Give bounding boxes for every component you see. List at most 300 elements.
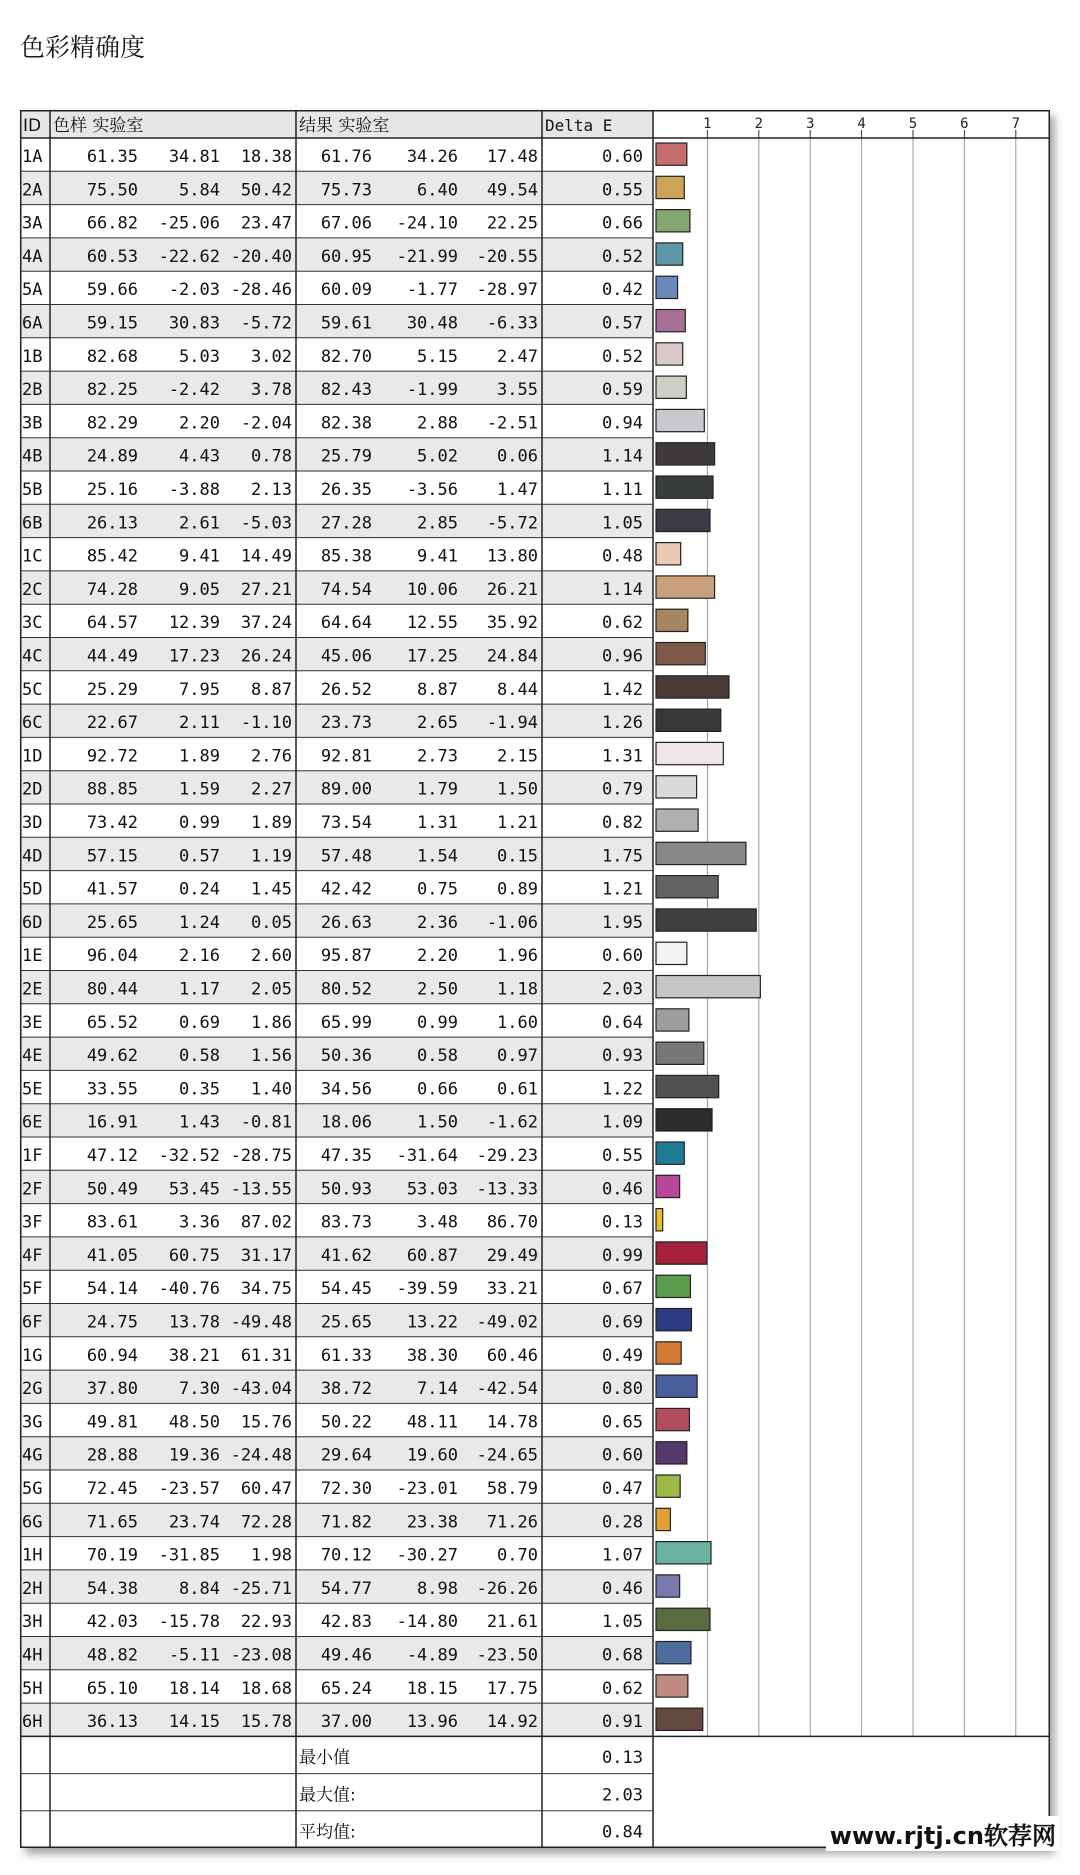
- result-lab-value: 2.50: [417, 979, 458, 1000]
- result-lab-value: 24.84: [486, 646, 538, 667]
- sample-lab-value: 25.29: [86, 679, 138, 700]
- delta-e-value: 0.68: [602, 1645, 643, 1666]
- delta-e-value: 0.67: [602, 1279, 643, 1300]
- sample-lab-value: 1.24: [179, 912, 220, 933]
- row-id: 4B: [22, 446, 43, 467]
- result-lab-value: 10.06: [406, 579, 458, 600]
- row-id: 3E: [22, 1012, 43, 1033]
- delta-e-bar: [656, 1608, 710, 1630]
- result-lab-value: 0.66: [417, 1079, 458, 1100]
- delta-e-value: 0.13: [602, 1212, 643, 1233]
- delta-e-value: 0.55: [602, 1145, 643, 1166]
- result-lab-value: 19.60: [406, 1445, 458, 1466]
- result-lab-value: 50.22: [320, 1412, 372, 1433]
- delta-e-bar: [656, 809, 698, 831]
- sample-lab-value: 60.75: [168, 1245, 220, 1266]
- result-lab-value: 14.78: [486, 1412, 538, 1433]
- sample-lab-value: -5.72: [240, 313, 292, 334]
- result-lab-value: 42.42: [320, 879, 372, 900]
- sample-lab-value: 28.88: [86, 1445, 138, 1466]
- result-lab-value: 61.76: [320, 146, 372, 167]
- delta-e-bar: [656, 909, 756, 931]
- result-lab-value: 0.89: [497, 879, 538, 900]
- result-lab-value: 2.36: [417, 912, 458, 933]
- result-lab-value: 75.73: [320, 180, 372, 201]
- delta-e-value: 0.46: [602, 1179, 643, 1200]
- row-id: 3F: [22, 1212, 43, 1233]
- page-title: 色彩精确度: [20, 33, 146, 62]
- sample-lab-value: 74.28: [86, 579, 138, 600]
- delta-e-bar: [656, 1342, 681, 1364]
- result-lab-value: -2.51: [486, 413, 538, 434]
- delta-e-bar: [656, 1675, 688, 1697]
- row-id: 6C: [22, 713, 43, 734]
- sample-lab-value: 82.68: [86, 346, 138, 367]
- axis-tick-label: 6: [960, 116, 969, 132]
- row-id: 4E: [22, 1046, 43, 1067]
- result-lab-value: 18.06: [320, 1112, 372, 1133]
- result-lab-value: 48.11: [406, 1412, 458, 1433]
- result-lab-value: -39.59: [396, 1279, 458, 1300]
- sample-lab-value: 13.78: [168, 1312, 220, 1333]
- delta-e-bar: [656, 376, 686, 398]
- result-lab-value: 14.92: [486, 1712, 538, 1733]
- row-id: 2E: [22, 979, 43, 1000]
- result-lab-value: 0.15: [497, 846, 538, 867]
- delta-e-value: 0.52: [602, 346, 643, 367]
- row-id: 2H: [22, 1578, 43, 1599]
- result-lab-value: 1.60: [497, 1012, 538, 1033]
- sample-lab-value: -3.88: [168, 479, 220, 500]
- sample-lab-value: 23.47: [240, 213, 292, 234]
- summary-value: 2.03: [602, 1785, 643, 1806]
- result-lab-value: 21.61: [486, 1612, 538, 1633]
- result-lab-value: -28.97: [476, 280, 538, 301]
- result-lab-value: 1.79: [417, 779, 458, 800]
- sample-lab-value: 9.41: [179, 546, 220, 567]
- delta-e-bar: [656, 409, 704, 431]
- result-lab-value: -5.72: [486, 513, 538, 534]
- result-lab-value: 0.06: [497, 446, 538, 467]
- result-lab-value: 1.21: [497, 812, 538, 833]
- sample-lab-value: 96.04: [86, 946, 138, 967]
- delta-e-bar: [656, 876, 718, 898]
- sample-lab-value: 1.17: [179, 979, 220, 1000]
- delta-e-value: 0.49: [602, 1345, 643, 1366]
- delta-e-bar: [656, 643, 705, 665]
- delta-e-value: 1.14: [602, 579, 643, 600]
- delta-e-bar: [656, 1475, 680, 1497]
- delta-e-bar: [656, 1309, 691, 1331]
- watermark: www.rjtj.cn软荐网: [826, 1816, 1060, 1851]
- row-id: 2B: [22, 380, 43, 401]
- result-lab-value: -1.77: [406, 280, 458, 301]
- sample-lab-value: -43.04: [230, 1379, 292, 1400]
- sample-lab-value: 60.47: [240, 1478, 292, 1499]
- result-lab-value: 65.24: [320, 1678, 372, 1699]
- result-lab-value: 8.44: [497, 679, 538, 700]
- row-id: 2F: [22, 1179, 43, 1200]
- sample-lab-value: 37.80: [86, 1379, 138, 1400]
- row-id: 1D: [22, 746, 43, 767]
- sample-lab-value: 82.25: [86, 380, 138, 401]
- delta-e-bar: [656, 210, 690, 232]
- result-lab-value: 74.54: [320, 579, 372, 600]
- sample-lab-value: 53.45: [168, 1179, 220, 1200]
- result-lab-value: -24.65: [476, 1445, 538, 1466]
- sample-lab-value: 64.57: [86, 613, 138, 634]
- result-lab-value: 1.96: [497, 946, 538, 967]
- sample-lab-value: 16.91: [86, 1112, 138, 1133]
- delta-e-bar: [656, 1275, 690, 1297]
- sample-lab-value: 1.56: [251, 1046, 292, 1067]
- sample-lab-value: 22.67: [86, 713, 138, 734]
- sample-lab-value: 2.76: [251, 746, 292, 767]
- result-lab-value: 59.61: [320, 313, 372, 334]
- delta-e-value: 1.05: [602, 1612, 643, 1633]
- result-lab-value: 45.06: [320, 646, 372, 667]
- sample-lab-value: 73.42: [86, 812, 138, 833]
- sample-lab-value: 54.38: [86, 1578, 138, 1599]
- result-lab-value: 49.46: [320, 1645, 372, 1666]
- result-lab-value: 85.38: [320, 546, 372, 567]
- delta-e-bar: [656, 1375, 697, 1397]
- sample-lab-value: 3.02: [251, 346, 292, 367]
- result-lab-value: 89.00: [320, 779, 372, 800]
- result-lab-value: 2.65: [417, 713, 458, 734]
- sample-lab-value: 41.57: [86, 879, 138, 900]
- row-id: 1A: [22, 146, 43, 167]
- sample-lab-value: 0.78: [251, 446, 292, 467]
- result-lab-value: 0.58: [417, 1046, 458, 1067]
- sample-lab-value: 0.57: [179, 846, 220, 867]
- result-lab-value: 1.18: [497, 979, 538, 1000]
- result-lab-value: -30.27: [396, 1545, 458, 1566]
- result-lab-value: 5.15: [417, 346, 458, 367]
- result-lab-value: 2.88: [417, 413, 458, 434]
- result-lab-value: 0.97: [497, 1046, 538, 1067]
- sample-lab-value: 65.52: [86, 1012, 138, 1033]
- delta-e-bar: [656, 143, 687, 165]
- delta-e-value: 0.42: [602, 280, 643, 301]
- header-id: ID: [23, 116, 42, 136]
- sample-lab-value: 71.65: [86, 1512, 138, 1533]
- result-lab-value: 6.40: [417, 180, 458, 201]
- delta-e-bar: [656, 176, 684, 198]
- sample-lab-value: 70.19: [86, 1545, 138, 1566]
- sample-lab-value: 60.94: [86, 1345, 138, 1366]
- result-lab-value: 23.73: [320, 713, 372, 734]
- result-lab-value: 17.25: [406, 646, 458, 667]
- delta-e-bar: [656, 742, 723, 764]
- delta-e-bar: [656, 1009, 689, 1031]
- row-id: 3A: [22, 213, 43, 234]
- result-lab-value: 37.00: [320, 1712, 372, 1733]
- summary-label: 最小值: [299, 1748, 350, 1769]
- result-lab-value: 58.79: [486, 1478, 538, 1499]
- delta-e-value: 1.26: [602, 713, 643, 734]
- result-lab-value: 57.48: [320, 846, 372, 867]
- sample-lab-value: 54.14: [86, 1279, 138, 1300]
- sample-lab-value: 7.95: [179, 679, 220, 700]
- result-lab-value: 60.09: [320, 280, 372, 301]
- delta-e-bar: [656, 709, 721, 731]
- sample-lab-value: 7.30: [179, 1379, 220, 1400]
- delta-e-value: 1.05: [602, 513, 643, 534]
- result-lab-value: 53.03: [406, 1179, 458, 1200]
- sample-lab-value: 41.05: [86, 1245, 138, 1266]
- result-lab-value: 2.15: [497, 746, 538, 767]
- result-lab-value: 17.75: [486, 1678, 538, 1699]
- result-lab-value: 54.77: [320, 1578, 372, 1599]
- delta-e-value: 0.94: [602, 413, 643, 434]
- result-lab-value: 65.99: [320, 1012, 372, 1033]
- row-id: 5F: [22, 1279, 43, 1300]
- delta-e-value: 0.65: [602, 1412, 643, 1433]
- sample-lab-value: 1.40: [251, 1079, 292, 1100]
- delta-e-bar: [656, 443, 715, 465]
- result-lab-value: 2.47: [497, 346, 538, 367]
- sample-lab-value: 49.62: [86, 1046, 138, 1067]
- sample-lab-value: -1.10: [240, 713, 292, 734]
- sample-lab-value: -23.08: [230, 1645, 292, 1666]
- delta-e-bar: [656, 243, 683, 265]
- result-lab-value: 82.38: [320, 413, 372, 434]
- sample-lab-value: 33.55: [86, 1079, 138, 1100]
- row-id: 4C: [22, 646, 43, 667]
- sample-lab-value: 1.89: [251, 812, 292, 833]
- result-lab-value: 50.36: [320, 1046, 372, 1067]
- sample-lab-value: 60.53: [86, 246, 138, 267]
- sample-lab-value: 0.99: [179, 812, 220, 833]
- sample-lab-value: 66.82: [86, 213, 138, 234]
- result-lab-value: 0.61: [497, 1079, 538, 1100]
- result-lab-value: 29.64: [320, 1445, 372, 1466]
- sample-lab-value: 0.35: [179, 1079, 220, 1100]
- row-id: 6B: [22, 513, 43, 534]
- result-lab-value: -1.94: [486, 713, 538, 734]
- delta-e-bar: [656, 1175, 680, 1197]
- row-id: 4D: [22, 846, 43, 867]
- row-id: 5H: [22, 1678, 43, 1699]
- sample-lab-value: 0.58: [179, 1046, 220, 1067]
- row-id: 5B: [22, 479, 43, 500]
- sample-lab-value: 2.61: [179, 513, 220, 534]
- sample-lab-value: 1.45: [251, 879, 292, 900]
- result-lab-value: -23.50: [476, 1645, 538, 1666]
- axis-tick-label: 7: [1011, 116, 1021, 132]
- sample-lab-value: 14.15: [168, 1712, 220, 1733]
- delta-e-value: 0.60: [602, 946, 643, 967]
- sample-lab-value: 1.86: [251, 1012, 292, 1033]
- row-id: 6H: [22, 1712, 43, 1733]
- sample-lab-value: 25.16: [86, 479, 138, 500]
- sample-lab-value: -40.76: [158, 1279, 220, 1300]
- sample-lab-value: 27.21: [240, 579, 292, 600]
- result-lab-value: -42.54: [476, 1379, 538, 1400]
- result-lab-value: 2.73: [417, 746, 458, 767]
- sample-lab-value: -2.42: [168, 380, 220, 401]
- row-id: 1G: [22, 1345, 43, 1366]
- result-lab-value: 23.38: [406, 1512, 458, 1533]
- result-lab-value: -1.99: [406, 380, 458, 401]
- result-lab-value: 30.48: [406, 313, 458, 334]
- result-lab-value: 70.12: [320, 1545, 372, 1566]
- delta-e-value: 1.75: [602, 846, 643, 867]
- result-lab-value: 8.87: [417, 679, 458, 700]
- row-id: 3D: [22, 812, 43, 833]
- sample-lab-value: -25.06: [158, 213, 220, 234]
- result-lab-value: 92.81: [320, 746, 372, 767]
- result-lab-value: 49.54: [486, 180, 538, 201]
- sample-lab-value: 50.42: [240, 180, 292, 201]
- result-lab-value: 0.70: [497, 1545, 538, 1566]
- delta-e-value: 0.80: [602, 1379, 643, 1400]
- sample-lab-value: 14.49: [240, 546, 292, 567]
- delta-e-bar: [656, 842, 746, 864]
- result-lab-value: 67.06: [320, 213, 372, 234]
- row-id: 1F: [22, 1145, 43, 1166]
- color-accuracy-table: [20, 110, 1050, 1848]
- sample-lab-value: -49.48: [230, 1312, 292, 1333]
- delta-e-bar: [656, 1508, 670, 1530]
- axis-tick-label: 1: [703, 116, 712, 132]
- sample-lab-value: -23.57: [158, 1478, 220, 1499]
- sample-lab-value: -22.62: [158, 246, 220, 267]
- axis-tick-label: 4: [857, 116, 866, 132]
- result-lab-value: 26.63: [320, 912, 372, 933]
- sample-lab-value: 25.65: [86, 912, 138, 933]
- sample-lab-value: 2.20: [179, 413, 220, 434]
- delta-e-bar: [656, 1075, 719, 1097]
- axis-tick-label: 5: [908, 116, 918, 132]
- result-lab-value: -13.33: [476, 1179, 538, 1200]
- row-id: 2A: [22, 180, 43, 201]
- summary-label: 平均值:: [299, 1822, 356, 1843]
- sample-lab-value: 72.45: [86, 1478, 138, 1499]
- summary-value: 0.13: [602, 1748, 643, 1769]
- delta-e-value: 0.79: [602, 779, 643, 800]
- delta-e-bar: [656, 1408, 689, 1430]
- delta-e-value: 0.57: [602, 313, 643, 334]
- sample-lab-value: 23.74: [168, 1512, 220, 1533]
- sample-lab-value: 0.05: [251, 912, 292, 933]
- result-lab-value: 60.87: [406, 1245, 458, 1266]
- result-lab-value: -3.56: [406, 479, 458, 500]
- result-lab-value: -14.80: [396, 1612, 458, 1633]
- row-id: 6D: [22, 912, 43, 933]
- delta-e-bar: [656, 509, 710, 531]
- sample-lab-value: -2.04: [240, 413, 292, 434]
- sample-lab-value: -28.75: [230, 1145, 292, 1166]
- sample-lab-value: 26.24: [240, 646, 292, 667]
- delta-e-value: 0.91: [602, 1712, 643, 1733]
- delta-e-value: 0.66: [602, 213, 643, 234]
- result-lab-value: 71.82: [320, 1512, 372, 1533]
- sample-lab-value: 92.72: [86, 746, 138, 767]
- row-id: 5C: [22, 679, 43, 700]
- result-lab-value: 0.99: [417, 1012, 458, 1033]
- sample-lab-value: 15.76: [240, 1412, 292, 1433]
- result-lab-value: 2.20: [417, 946, 458, 967]
- result-lab-value: 80.52: [320, 979, 372, 1000]
- result-lab-value: 3.48: [417, 1212, 458, 1233]
- result-lab-value: 34.26: [406, 146, 458, 167]
- sample-lab-value: 49.81: [86, 1412, 138, 1433]
- result-lab-value: -21.99: [396, 246, 458, 267]
- delta-e-bar: [656, 976, 760, 998]
- result-lab-value: 25.79: [320, 446, 372, 467]
- result-lab-value: 25.65: [320, 1312, 372, 1333]
- delta-e-value: 0.48: [602, 546, 643, 567]
- delta-e-bar: [656, 576, 715, 598]
- result-lab-value: -23.01: [396, 1478, 458, 1499]
- sample-lab-value: 87.02: [240, 1212, 292, 1233]
- row-id: 6E: [22, 1112, 43, 1133]
- sample-lab-value: 8.84: [179, 1578, 220, 1599]
- row-id: 3C: [22, 613, 43, 634]
- result-lab-value: 61.33: [320, 1345, 372, 1366]
- result-lab-value: 9.41: [417, 546, 458, 567]
- result-lab-value: 8.98: [417, 1578, 458, 1599]
- result-lab-value: -31.64: [396, 1145, 458, 1166]
- row-id: 1H: [22, 1545, 43, 1566]
- delta-e-bar: [656, 776, 697, 798]
- row-id: 2D: [22, 779, 43, 800]
- sample-lab-value: 9.05: [179, 579, 220, 600]
- delta-e-value: 0.59: [602, 380, 643, 401]
- row-id: 2C: [22, 579, 43, 600]
- result-lab-value: 38.30: [406, 1345, 458, 1366]
- row-id: 6G: [22, 1512, 43, 1533]
- result-lab-value: 29.49: [486, 1245, 538, 1266]
- sample-lab-value: -32.52: [158, 1145, 220, 1166]
- delta-e-value: 1.09: [602, 1112, 643, 1133]
- sample-lab-value: -31.85: [158, 1545, 220, 1566]
- sample-lab-value: -20.40: [230, 246, 292, 267]
- result-lab-value: 83.73: [320, 1212, 372, 1233]
- sample-lab-value: 4.43: [179, 446, 220, 467]
- sample-lab-value: -28.46: [230, 280, 292, 301]
- sample-lab-value: 61.35: [86, 146, 138, 167]
- result-lab-value: 26.21: [486, 579, 538, 600]
- sample-lab-value: 36.13: [86, 1712, 138, 1733]
- delta-e-value: 0.96: [602, 646, 643, 667]
- summary-label: 最大值:: [299, 1785, 356, 1806]
- result-lab-value: 41.62: [320, 1245, 372, 1266]
- delta-e-value: 1.11: [602, 479, 643, 500]
- result-lab-value: 22.25: [486, 213, 538, 234]
- result-lab-value: 34.56: [320, 1079, 372, 1100]
- delta-e-value: 0.69: [602, 1312, 643, 1333]
- sample-lab-value: 18.38: [240, 146, 292, 167]
- result-lab-value: 2.85: [417, 513, 458, 534]
- delta-e-bar: [656, 1442, 687, 1464]
- result-lab-value: 7.14: [417, 1379, 458, 1400]
- sample-lab-value: 38.21: [168, 1345, 220, 1366]
- delta-e-value: 0.60: [602, 1445, 643, 1466]
- sample-lab-value: 2.27: [251, 779, 292, 800]
- result-lab-value: 3.55: [497, 380, 538, 401]
- result-lab-value: -6.33: [486, 313, 538, 334]
- sample-lab-value: -13.55: [230, 1179, 292, 1200]
- sample-lab-value: 0.24: [179, 879, 220, 900]
- delta-e-bar: [656, 1142, 684, 1164]
- result-lab-value: 13.80: [486, 546, 538, 567]
- sample-lab-value: 1.89: [179, 746, 220, 767]
- sample-lab-value: -25.71: [230, 1578, 292, 1599]
- delta-e-value: 1.22: [602, 1079, 643, 1100]
